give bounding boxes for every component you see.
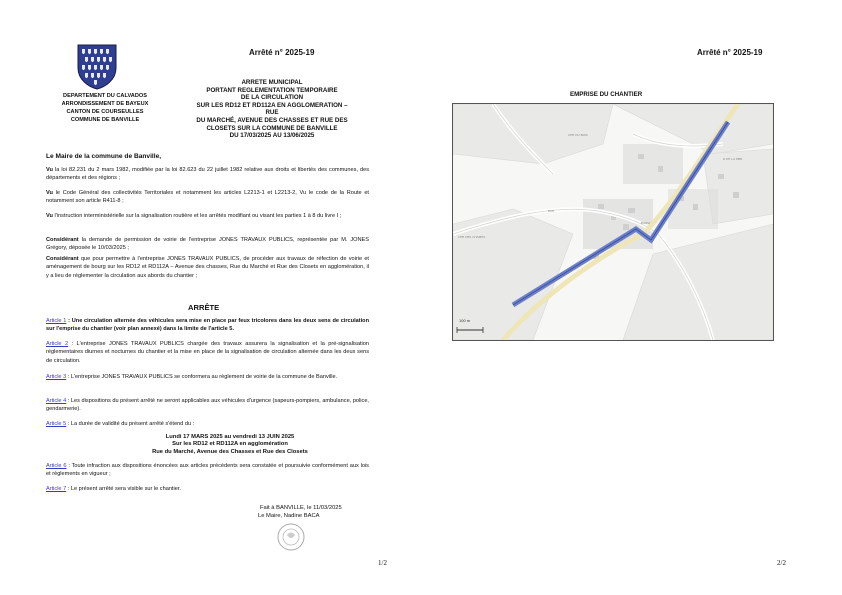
article-text: : Une circulation alternée des véhicules sera mise en place par feux tricolores dans les deux sens de circulation sur l'emprise du chantier (voir plan annexé) dans la limite de l'article 5. [46,318,369,333]
svg-text:CHE DU BOIS: CHE DU BOIS [568,133,588,137]
article-7 [46,485,369,493]
svg-text:RUE: RUE [548,209,555,213]
considerant-label: Considérant [46,256,79,262]
department-line: DEPARTEMENT DU CALVADOS [63,93,147,99]
validity-line: Lundi 17 MARS 2025 au vendredi 13 JUIN 2025 [165,434,295,440]
department-line: CANTON DE COURSEULLES [66,109,144,115]
map-scale-label: 100 m [459,318,471,323]
article-label: Article 3 [46,374,67,380]
page-number-page2: 2/2 [777,559,786,567]
vu-label: Vu [46,190,53,196]
department-line: COMMUNE DE BANVILLE [70,117,140,123]
article-text: : L'entreprise JONES TRAVAUX PUBLICS se conformera au règlement de voirie de la commune de Banville. [66,374,338,380]
site-map [452,103,774,341]
arrete-number: Arrêté n° 2025-19 [249,48,315,57]
vu-text: l'instruction interministérielle sur la signalisation routière et les arrêtés modifiant ou visant les parties 1 à 8 du livre I ; [54,213,342,219]
maire-heading: Le Maire de la commune de Banville, [46,153,162,160]
validity-period [100,434,360,456]
article-3 [46,373,369,381]
vu-text: le Code Général des collectivités Territoriales et notamment les articles L2213-1 et L2213-2, Vu le code de la Route et notamment son article R411-8 ; [46,190,369,205]
sign-line: Fait à BANVILLE, le 11/03/2025 [260,505,342,511]
sign-line: Le Maire, Nadine BACA [258,512,320,519]
article-5 [46,420,369,428]
title-line: DU 17/03/2025 AU 13/06/2025 [229,132,315,140]
commune-coat-of-arms-icon [77,44,117,90]
department-line: ARRONDISSEMENT DE BAYEUX [61,101,149,107]
vu-text: la loi 82.231 du 2 mars 1982, modifiée par la loi 82.623 du 22 juillet 1982 relative aux droits et libertés des communes, des départements et des régions ; [46,167,369,182]
title-line: CLOSETS SUR LA COMMUNE DE BANVILLE [206,124,338,132]
emprise-title: EMPRISE DU CHANTIER [570,91,643,98]
article-text: : Le présent arrêté sera visible sur le chantier. [66,486,181,492]
vu-paragraph [46,189,369,206]
article-text: : L'entreprise JONES TRAVAUX PUBLICS chargée des travaux assurera la signalisation et la pré-signalisation réglementaires diurnes et nocturnes du chantier et la mise en place de la signalisation de circulation alternée dans les deux sens de circulation. [46,341,369,364]
considerant-paragraph [46,255,369,280]
article-text: : Toute infraction aux dispositions énoncées aux articles précédents sera constatée et poursuivie conformément aux lois et règlements en vigueur ; [46,463,369,478]
signature-block [258,505,342,520]
article-label: Article 2 [46,341,69,347]
site-map-svg [453,104,773,340]
page-number: 1/2 [378,559,387,567]
considerant-label: Considérant [46,237,79,243]
considerant-text: la demande de permission de voirie de l'entreprise JONES TRAVAUX PUBLICS, représentée par M. JONES Grégory, déposée le 10/03/2025 ; [46,237,369,252]
article-6 [46,462,369,479]
article-label: Article 7 [46,486,67,492]
considerant-paragraph [46,236,369,253]
vu-label: Vu [46,167,53,173]
arrete-number-page2: Arrêté n° 2025-19 [697,48,763,57]
vu-paragraph [46,212,369,220]
title-line: DE LA CIRCULATION [240,94,304,102]
svg-text:CHE DES CHAMPS: CHE DES CHAMPS [458,235,485,239]
mairie-stamp-icon [276,522,306,552]
article-label: Article 1 [46,318,67,324]
article-4 [46,397,369,414]
svg-text:R DE LA MER: R DE LA MER [723,157,743,161]
department-header [40,92,170,124]
svg-text:BANVI: BANVI [641,221,651,225]
arrete-title [192,79,352,140]
validity-line: Sur les RD12 et RD112A en agglomération [172,441,288,448]
article-label: Article 5 [46,421,67,427]
article-text: : La durée de validité du présent arrêté s'étend du : [66,421,195,427]
article-label: Article 6 [46,463,67,469]
article-1 [46,317,369,334]
arrete-heading: ARRÊTE [188,303,220,312]
article-text: : Les dispositions du présent arrêté ne seront applicables aux véhicules d'urgence (sapeurs-pompiers, ambulance, police, gendarmerie). [46,398,369,413]
title-line: PORTANT REGLEMENTATION TEMPORAIRE [206,86,338,94]
considerant-text: que pour permettre à l'entreprise JONES TRAVAUX PUBLICS, de procéder aux travaux de réfection de voirie et aménagement de bourg sur les RD12 et RD112A – Avenue des chasses, Rue du Marché et Rue des Closets en agglomération, il y a lieu de réglementer la circulation aux abords du chantier ; [46,256,369,279]
vu-paragraph [46,166,369,183]
article-2 [46,340,369,365]
validity-line: Rue du Marché, Avenue des Chasses et Rue des Closets [152,448,308,455]
vu-label: Vu [46,213,53,219]
title-line: SUR LES RD12 ET RD112A EN AGGLOMERATION – RUE [196,101,348,117]
article-label: Article 4 [46,398,67,404]
title-line: ARRETE MUNICIPAL [241,79,303,86]
title-line: DU MARCHÉ, AVENUE DES CHASSES ET RUE DES [196,116,348,124]
